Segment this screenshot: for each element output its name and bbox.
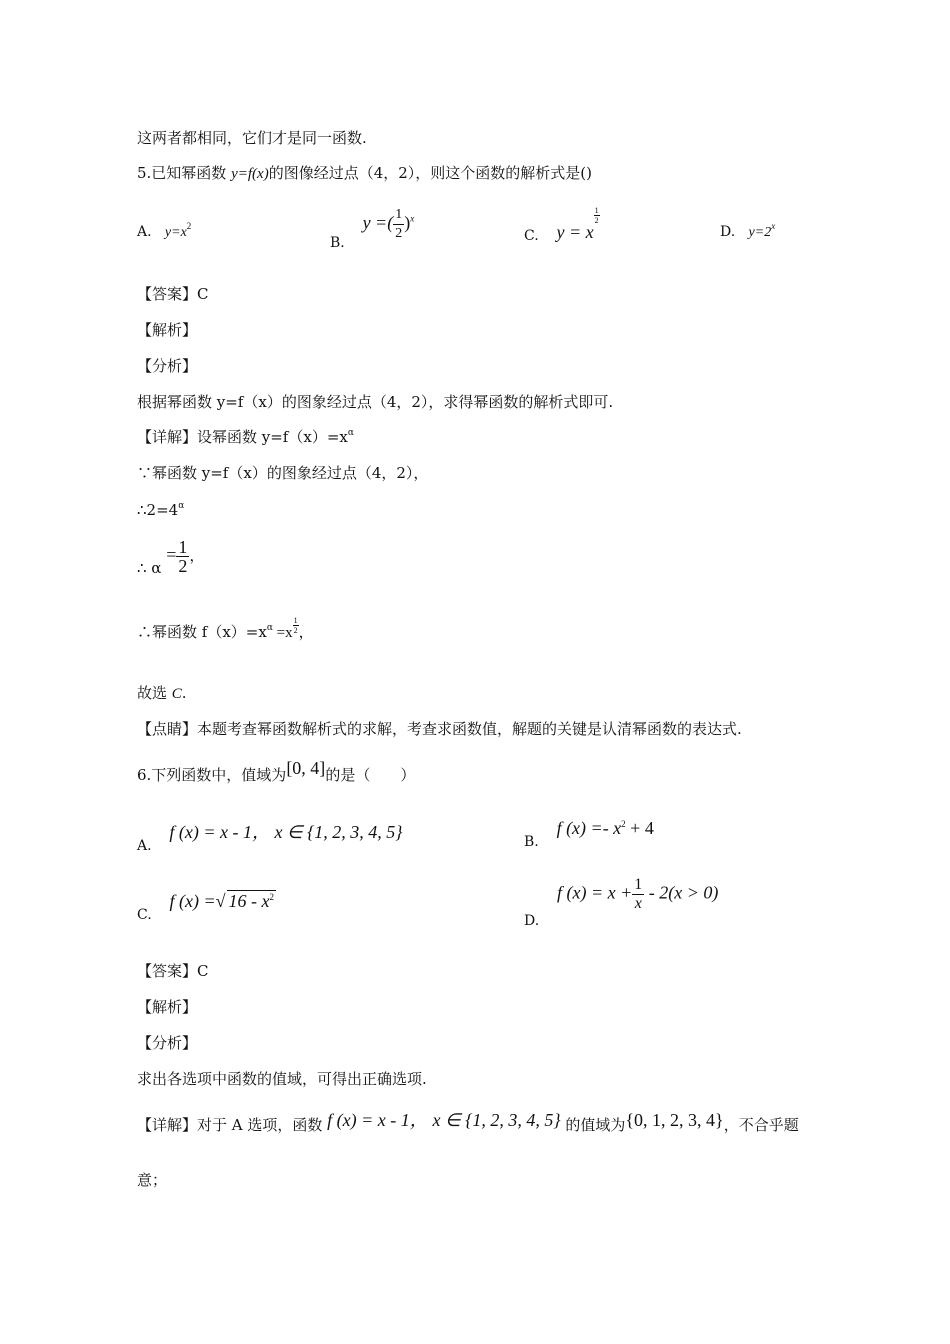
- numerator: 1: [634, 876, 643, 893]
- option-6b-lhs: f (x) =- x: [556, 818, 622, 838]
- therefore-3-exponent: α: [266, 623, 273, 633]
- question-6-interval: [0, 4]: [286, 758, 326, 778]
- answer-6: 【答案】C: [137, 962, 209, 980]
- question-6-prefix: 6.下列函数中，值域为: [137, 766, 287, 784]
- option-d: [720, 221, 776, 241]
- therefore-2-suffix: ，: [189, 546, 205, 565]
- option-label: A.: [137, 224, 152, 240]
- option-6b: [524, 818, 654, 850]
- option-6a-expr: f (x) = x - 1，: [169, 822, 270, 842]
- detail-5: [137, 427, 354, 447]
- question-5-suffix: 的图像经过点（4，2），则这个函数的解析式是(): [268, 164, 592, 182]
- detail-6-mid: 的值域为: [560, 1116, 626, 1134]
- fenxi-6-text: 求出各选项中函数的值域，可得出正确选项.: [137, 1070, 427, 1088]
- therefore-3-eq: =x: [272, 625, 293, 641]
- denominator: 2: [594, 216, 599, 225]
- option-d-exponent: x: [771, 221, 776, 231]
- option-6c-exponent: 2: [269, 892, 274, 902]
- choose-line: [137, 683, 187, 704]
- choose-letter: C: [171, 686, 182, 702]
- option-6c: [137, 890, 276, 923]
- question-5-func: y=f(x): [231, 166, 269, 182]
- option-label: B.: [330, 234, 345, 251]
- question-5: [137, 163, 592, 184]
- option-b-lhs: y =(: [362, 212, 394, 233]
- denominator: x: [634, 895, 642, 912]
- option-6d-rhs: - 2(x > 0): [644, 882, 719, 903]
- option-c: [524, 206, 600, 244]
- option-a-exponent: 2: [186, 221, 192, 231]
- detail-6-line-2: 意；: [137, 1171, 168, 1189]
- option-6c-lhs: f (x) =: [169, 891, 216, 911]
- option-b-exponent: x: [410, 213, 415, 224]
- therefore-3-text: ∴幂函数 f（x）=x: [137, 623, 267, 641]
- option-6d-lhs: f (x) = x +: [557, 882, 633, 903]
- therefore-2-eq: =: [166, 544, 177, 565]
- option-b-rparen: ): [404, 212, 411, 233]
- option-b: [330, 206, 415, 251]
- question-6-suffix: 的是（ ）: [325, 766, 416, 784]
- fenxi-5-text: 根据幂函数 y=f（x）的图象经过点（4，2），求得幂函数的解析式即可.: [137, 393, 614, 411]
- numerator: 1: [178, 537, 188, 557]
- option-6a-set: x ∈ {1, 2, 3, 4, 5}: [274, 822, 403, 842]
- radical-icon: √: [215, 891, 226, 911]
- option-c-exponent: [594, 206, 600, 225]
- therefore-line-3: [137, 616, 314, 643]
- option-d-expr: y=2: [748, 225, 772, 240]
- option-b-fraction: [393, 206, 404, 243]
- option-c-base: y = x: [556, 222, 594, 242]
- option-6d-fraction: [632, 876, 644, 913]
- therefore-3-suffix: ，: [298, 623, 314, 641]
- denominator: 2: [293, 626, 298, 635]
- option-label: C.: [524, 228, 539, 244]
- answer-5: 【答案】C: [137, 285, 209, 303]
- analysis-5: 【解析】: [137, 321, 198, 339]
- analysis-6: 【解析】: [137, 998, 198, 1016]
- numerator: 1: [594, 206, 599, 215]
- comment-5: 【点睛】本题考查幂函数解析式的求解，考查求函数值，解题的关键是认清幂函数的表达式.: [137, 720, 742, 738]
- numerator: 1: [293, 616, 298, 625]
- therefore-1-text: ∴2=4: [137, 501, 179, 519]
- fenxi-5: 【分析】: [137, 357, 198, 375]
- detail-6-range: {0, 1, 2, 3, 4}: [625, 1110, 724, 1130]
- detail-5-exponent: α: [347, 428, 354, 438]
- text-line: 这两者都相同，它们才是同一函数.: [137, 129, 367, 147]
- option-label: C.: [137, 907, 152, 923]
- option-label: B.: [524, 834, 539, 850]
- option-6c-radicand: [227, 890, 276, 912]
- numerator: 1: [393, 206, 404, 225]
- option-6b-exponent: 2: [621, 819, 626, 829]
- fenxi-6: 【分析】: [137, 1034, 198, 1052]
- therefore-1-exponent: α: [178, 501, 185, 511]
- detail-6-expr: f (x) = x - 1，: [327, 1110, 428, 1130]
- therefore-2-prefix: ∴ α: [137, 558, 167, 577]
- option-label: D.: [720, 224, 736, 240]
- denominator: 2: [178, 556, 188, 576]
- therefore-line-2: [137, 538, 204, 575]
- since-line: ∵幂函数 y=f（x）的图象经过点（4，2），: [137, 464, 429, 482]
- option-a: [137, 221, 192, 241]
- choose-end: .: [181, 684, 187, 702]
- question-5-prefix: 5.已知幂函数: [137, 164, 232, 182]
- therefore-line-1: [137, 500, 184, 520]
- option-6d: [524, 876, 719, 929]
- option-6b-rhs: + 4: [625, 818, 654, 838]
- therefore-3-fraction: [293, 616, 299, 635]
- detail-6: [137, 1110, 799, 1135]
- choose-text: 故选: [137, 684, 172, 702]
- detail-5-text: 【详解】设幂函数 y=f（x）=x: [137, 428, 348, 446]
- option-label: A.: [137, 838, 152, 854]
- option-a-expr: y=x: [164, 225, 187, 240]
- option-label: D.: [524, 912, 540, 929]
- radicand-text: 16 - x: [228, 891, 270, 911]
- detail-6-set: x ∈ {1, 2, 3, 4, 5}: [432, 1110, 561, 1130]
- denominator: 2: [395, 226, 403, 241]
- therefore-2-fraction: [176, 538, 189, 575]
- question-6: [137, 758, 416, 785]
- detail-6-suffix: ，不合乎题: [723, 1116, 799, 1134]
- detail-6-prefix: 【详解】对于 A 选项，函数: [137, 1116, 323, 1134]
- option-6a: [137, 818, 403, 854]
